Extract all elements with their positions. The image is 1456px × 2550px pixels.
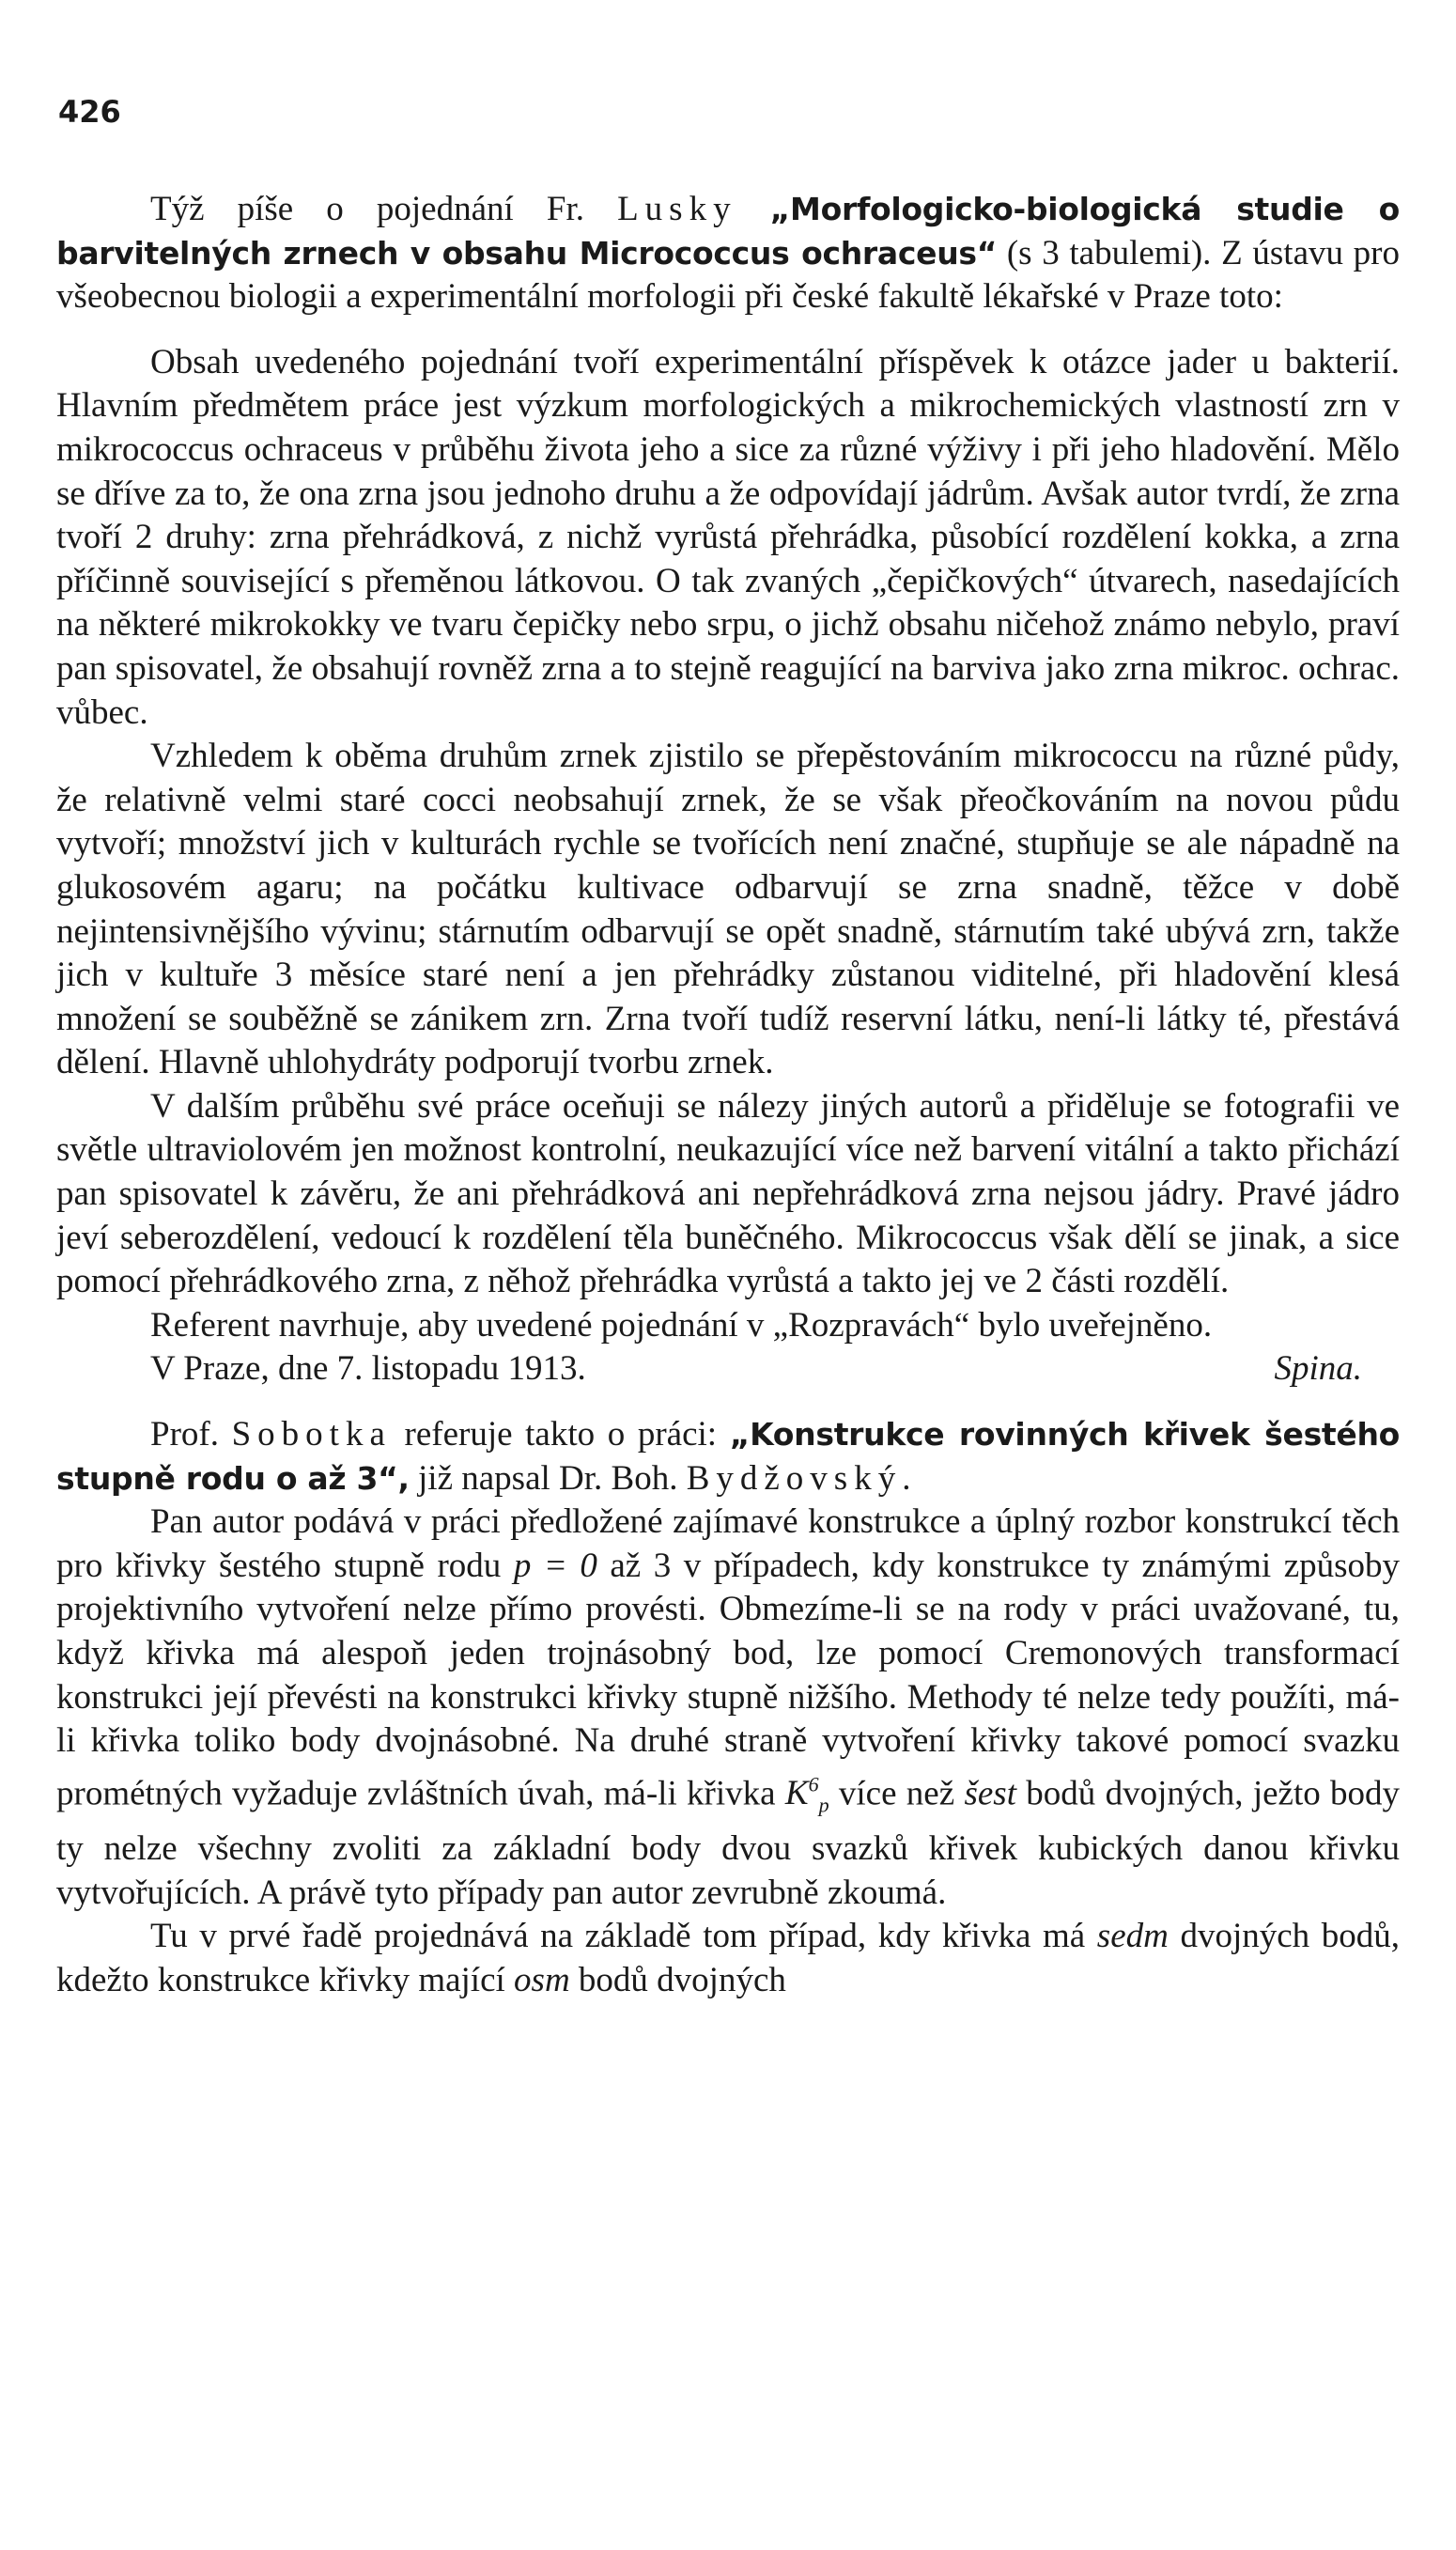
math-sub: p	[818, 1793, 829, 1817]
math-sup: 6	[808, 1772, 819, 1796]
text-run: bodů dvojných, ježto body ty nelze všechny zvoliti za základní body dvou svazků křivek kubických danou křivku vytvořujících. A právě tyto případy pan autor zevrubně zkoumá.	[56, 1774, 1401, 1912]
intro-lead: Týž píše o pojednání Fr.	[150, 190, 584, 228]
text-run: více než	[838, 1774, 955, 1813]
page-number: 426	[58, 94, 121, 130]
signature: Spina.	[1274, 1349, 1362, 1389]
intro-lead: Prof.	[150, 1415, 219, 1454]
referee-name: Sobotka	[231, 1415, 392, 1454]
intro-mid2: již napsal Dr. Boh.	[418, 1458, 678, 1498]
paragraph: Obsah uvedeného pojednání tvoří experimentální příspěvek k otázce jader u bakterií. Hlavním předmětem práce jest výzkum morfologických a mikrochemických vlastností zrn v mikrococcus ochraceus v průběhu života jeho a sice za různé výživy i při jeho hladovění. Mělo se dříve za to, že ona zrna jsou jednoho druhu a že odpovídají jádrům. Avšak autor tvrdí, že zrna tvoří 2 druhy: zrna přehrádková, z nichž vyrůstá přehrádka, působící rozdělení kokka, a zrna příčinně související s přeměnou látkovou. O tak zvaných „čepičkových“ útvarech, nasedajících na některé mikrokokky ve tvaru čepičky nebo srpu, o jichž obsahu ničehož známo nebylo, praví pan spisovatel, že obsahují rovněž zrna a to stejně reagující na barviva jako zrna mikroc. ochrac. vůbec.	[56, 342, 1400, 732]
work-title: „Morfologicko-biologická studie o barvitelných zrnech v obsahu Micrococcus ochraceus“	[56, 191, 1401, 272]
author-name: Bydžovský.	[686, 1458, 918, 1498]
text-run: dvojných bodů, kdežto konstrukce křivky mající	[56, 1917, 1401, 1999]
paragraph	[56, 1500, 1400, 1915]
paragraph	[56, 1915, 1400, 2002]
emphasis: sedm	[1096, 1917, 1169, 1956]
emphasis: osm	[514, 1960, 570, 1999]
paragraph: Vzhledem k oběma druhům zrnek zjistilo se přepěstováním mikrococcu na různé půdy, že relativně velmi staré cocci neobsahují zrnek, že se však přeočkováním na novou půdu vytvoří; množství jich v kulturách rychle se tvořících není značné, stupňuje se ale nápadně na glukosovém agaru; na počátku kultivace odbarvují se zrna snadně, těžce v době nejintensivnějšího vývinu; stárnutím odbarvují se opět snadně, stárnutím také ubývá zrn, takže jich v kultuře 3 měsíce staré není a jen přehrádky zůstanou viditelné, při hladovění klesá množení se souběžně se zánikem zrn. Zrna tvoří tudíž reservní látku, není-li látky té, přestává dělení. Hlavně uhlohydráty podporují tvorbu zrnek.	[56, 737, 1400, 1082]
author-name: Lusky	[617, 190, 737, 228]
dateline: V Praze, dne 7. listopadu 1913.	[150, 1349, 586, 1389]
paragraph: Referent navrhuje, aby uvedené pojednání v „Rozpravách“ bylo uveřejněno.	[150, 1305, 1213, 1345]
text-run: až 3 v případech, kdy konstrukce ty známými způsoby projektivního vytvoření nelze přímo provésti. Obmezíme-li se na rody v práci uvažované, tu, když křivka má alespoň jeden trojnásobný bod, lze pomocí Cremonových transformací konstrukci její převésti na konstrukci křivky stupně nižšího. Methody té nelze tedy použíti, má-li křivka toliko body dvojnásobné. Na druhé straně vytvoření křivky takové pomocí svazku prométných vyžaduje zvláštních úvah, má-li křivka	[56, 1546, 1401, 1813]
intro-rest: (s 3 tabulemi). Z ústavu pro všeobecnou biologii a experimentální morfologii při české fakultě lékařské v Praze toto:	[56, 233, 1401, 317]
math-expression	[784, 1772, 829, 1817]
emphasis: šest	[964, 1774, 1016, 1813]
paragraph: V dalším průběhu své práce oceňuji se nálezy jiných autorů a přiděluje se fotografii ve světle ultraviolovém jen možnost kontrolní, neukazující více než barvení vitální a takto přichází pan spisovatel k závěru, že ani přehrádková ani nepřehrádková zrna nejsou jádry. Pravé jádro jeví seberozdělení, vedoucí k rozdělení těla buněčného. Mikrococcus však dělí se jinak, a sice pomocí přehrádkového zrna, z něhož přehrádka vyrůstá a takto jej ve 2 části rozdělí.	[56, 1086, 1400, 1301]
section1-intro	[56, 188, 1400, 319]
text-run: Pan autor podává v práci předložené zajímavé konstrukce a úplný rozbor konstrukcí těch pro křivky šestého stupně rodu	[56, 1502, 1400, 1585]
dateline-row	[56, 1347, 1400, 1392]
section2-intro	[56, 1413, 1400, 1500]
work-title: „Konstrukce rovinných křivek šestého stupně rodu o až 3“,	[56, 1416, 1401, 1497]
text-run: Tu v prvé řadě projednává na základě tom případ, kdy křivka má	[150, 1917, 1086, 1956]
intro-mid: referuje takto o práci:	[404, 1415, 718, 1454]
text-run: bodů dvojných	[578, 1960, 786, 1999]
math-base: K	[784, 1774, 809, 1813]
math-expression: p = 0	[513, 1546, 597, 1585]
document-body	[56, 188, 1400, 2002]
